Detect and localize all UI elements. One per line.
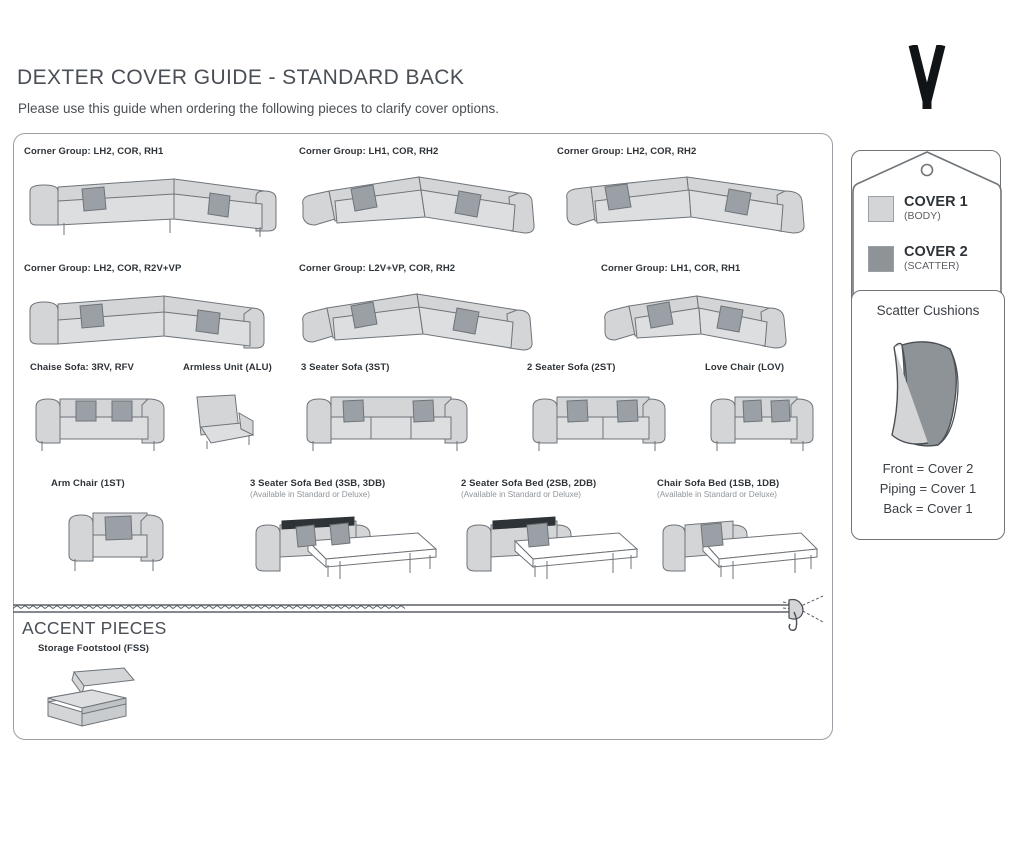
sofa-illustration [301, 373, 481, 455]
piece-label: Corner Group: LH2, COR, RH1 [24, 146, 164, 157]
scatter-legend-line: Piping = Cover 1 [879, 481, 977, 497]
piece-label: Armless Unit (ALU) [183, 362, 272, 373]
sofa-illustration [24, 274, 269, 359]
cover-2-row [868, 245, 968, 273]
piece-sublabel: (Available in Standard or Deluxe) [461, 490, 581, 499]
piece-3-seater-sofa-bed [250, 478, 440, 585]
cover-1-row [868, 195, 968, 223]
cover-2-text [904, 245, 968, 273]
cover-1-text [904, 195, 968, 223]
scatter-title: Scatter Cushions [876, 303, 980, 318]
cover-1-swatch [868, 196, 894, 222]
sofa-illustration [24, 157, 279, 242]
piece-label: 3 Seater Sofa (3ST) [301, 362, 390, 373]
sofa-illustration [557, 157, 812, 242]
tag-box [851, 150, 1001, 313]
piece-label: Corner Group: LH1, COR, RH2 [299, 146, 439, 157]
piece-label: Storage Footstool (FSS) [38, 643, 150, 654]
zipper-divider [13, 600, 813, 618]
sofa-illustration [601, 274, 796, 359]
piece-corner-lh2-cor-rh2 [557, 146, 812, 242]
piece-corner-lh2-cor-r2v-vp [24, 263, 269, 359]
piece-label: Chair Sofa Bed (1SB, 1DB) [657, 478, 780, 489]
footstool-illustration [38, 654, 148, 734]
piece-chair-sofa-bed [657, 478, 822, 585]
sofa-illustration [299, 274, 544, 359]
scatter-legend-line: Front = Cover 2 [882, 461, 974, 476]
sofa-bed-illustration [657, 499, 822, 585]
piece-storage-footstool [38, 643, 149, 734]
piece-corner-lh2-cor-rh1 [24, 146, 279, 242]
piece-label: 3 Seater Sofa Bed (3SB, 3DB) [250, 478, 386, 489]
piece-corner-lh1-cor-rh2 [299, 146, 544, 242]
piece-sublabel: (Available in Standard or Deluxe) [657, 490, 777, 499]
sofa-illustration [299, 157, 544, 242]
cover-1-sub: (BODY) [904, 210, 941, 223]
piece-label: Corner Group: LH2, COR, RH2 [557, 146, 697, 157]
piece-2-seater-sofa [527, 362, 679, 455]
page-title: DEXTER COVER GUIDE - STANDARD BACK [17, 66, 465, 89]
cover-2-swatch [868, 246, 894, 272]
piece-label: 2 Seater Sofa (2ST) [527, 362, 616, 373]
piece-2-seater-sofa-bed [461, 478, 641, 585]
scatter-cushion-illustration [880, 333, 980, 453]
piece-corner-l2v-vp-cor-rh2 [299, 263, 544, 359]
sofa-illustration [51, 489, 169, 579]
piece-chaise-sofa [30, 362, 180, 455]
piece-label: Love Chair (LOV) [705, 362, 785, 373]
sofa-illustration [527, 373, 679, 455]
piece-sublabel: (Available in Standard or Deluxe) [250, 490, 370, 499]
sofa-bed-illustration [250, 499, 440, 585]
piece-love-chair [705, 362, 827, 455]
sofa-illustration [30, 373, 180, 455]
piece-label: Corner Group: L2V+VP, COR, RH2 [299, 263, 456, 274]
sofa-illustration [183, 373, 275, 455]
cover-key-tag [851, 45, 1005, 272]
piece-label: Chaise Sofa: 3RV, RFV [30, 362, 134, 373]
cover-1-name: COVER 1 [904, 194, 968, 210]
piece-label: Corner Group: LH1, COR, RH1 [601, 263, 741, 274]
piece-armless-unit [183, 362, 275, 455]
scatter-cushions-panel [851, 290, 1005, 540]
sofa-bed-illustration [461, 499, 641, 585]
cover-2-name: COVER 2 [904, 244, 968, 260]
cover-2-sub: (SCATTER) [904, 260, 960, 273]
scatter-legend [852, 459, 1004, 519]
sofa-illustration [705, 373, 827, 455]
piece-corner-lh1-cor-rh1 [601, 263, 796, 359]
page-subtitle: Please use this guide when ordering the following pieces to clarify cover options. [18, 101, 500, 116]
piece-label: 2 Seater Sofa Bed (2SB, 2DB) [461, 478, 597, 489]
zipper-pull-icon [777, 592, 829, 632]
piece-label: Corner Group: LH2, COR, R2V+VP [24, 263, 182, 274]
piece-arm-chair [51, 478, 169, 579]
accent-pieces-title: ACCENT PIECES [22, 618, 167, 638]
piece-3-seater-sofa [301, 362, 481, 455]
piece-label: Arm Chair (1ST) [51, 478, 125, 489]
scatter-legend-line: Back = Cover 1 [883, 501, 973, 517]
